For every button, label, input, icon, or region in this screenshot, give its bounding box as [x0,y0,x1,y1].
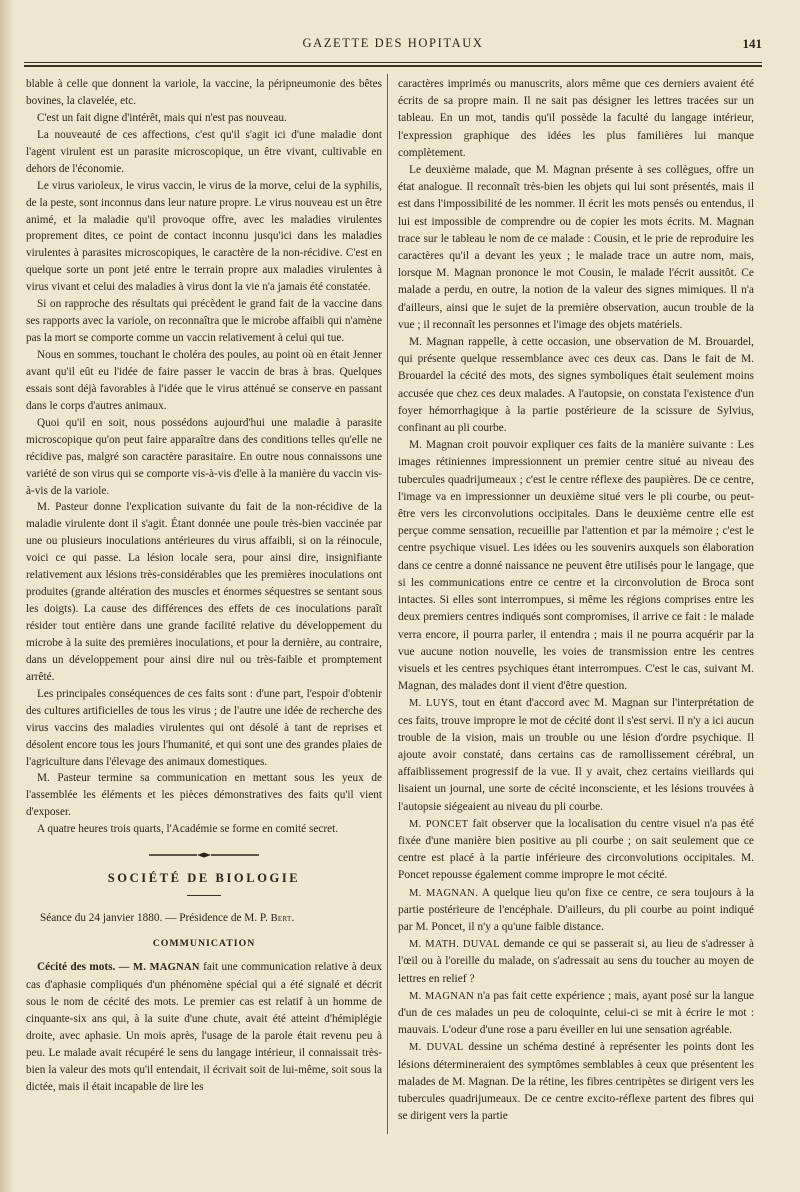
paragraph-text: Le deuxième malade, que M. Magnan présente à ses collègues, offre un état analogue. Il reconnaît très-bien les objets qui lui sont présentés, mais il est dans l'impossibilité de les nommer. Il écrit les mots pensés ou entendus, il lui est impossible de comprendre ou de copier les mots écrits. M. Magnan trace sur le tableau le nom de ce malade : Cousin, et le prie de reproduire les caractères qu'il a devant les yeux ; le malade trace un autre nom, mais, lorsque M. Magnan prononce le mot Cousin, le malade l'écrit aussitôt. Ce malade a perdu, en outre, la notion de la valeur des signes mimiques. Il n'a d'ailleurs, ainsi que le sujet de la première observation, aucun trouble de la vue ; il reconnaît les personnes et l'image des objets matériels. [398,164,754,331]
paragraph-text: dessine un schéma destiné à représenter les points dont les lésions détermineraient des symptômes semblables à ceux que présentent les malades de M. Magnan. De la rétine, les fibres centripètes se dirigent vers les tubercules quadrijumeaux. De ce centre excito-réflexe partent des fibres qui se dirigent vers la partie [398,1041,754,1123]
header-rule-top [24,62,762,63]
communication-text: fait une communication relative à deux cas d'aphasie compliqués d'un phénomène spécial qui a été signalé et décrit sous le nom de cécité des mots. Le premier cas est relatif à un homme de cinquante-six ans qui, à la suite d'une chute, avait été atteint d'hémiplégie droite, avec aphasie. Un mois après, l'usage de la parole était revenu peu à peu. Le malade avait récupéré le sens du langage intérieur, il connaissait très-bien la valeur des mots qu'il entendait, il écrivait soit de lui-même, soit sous la dictée, mais il était incapable de lire les [26,961,382,1093]
paragraph: blable à celle que donnent la variole, la vaccine, la péripneumonie des bêtes bovines, la clavelée, etc. [26,78,382,107]
page-number: 141 [742,36,762,51]
paragraph [398,885,754,937]
paragraph [398,76,754,162]
paragraph [398,437,754,695]
paragraph [398,334,754,437]
left-column [26,76,382,1096]
column-divider [387,74,388,1134]
right-column [398,76,754,1125]
paragraph: A quatre heures trois quarts, l'Académie se forme en comité secret. [37,823,339,836]
journal-title: GAZETTE DES HOPITAUX [302,36,484,50]
paragraph: Le virus varioleux, le virus vaccin, le virus de la morve, celui de la syphilis, de la peste, sont inconnus dans leur nature propre. Le virus nouveau est un être animé, et la maladie qu'il provoque offre, avec les maladies virulentes proprement dites, ce point de contact inconnu jusqu'ici dans les maladies virulentes à parasites microscopiques, le caractère de la non-récidive. C'est en quelque sorte un pont jeté entre le terrain propre aux maladies virulentes à virus vivant et celui des maladies à virus dont la vie n'a jamais été constatée. [26,179,382,294]
paragraph-text: demande ce qui se passerait si, au lieu de s'adresser à l'œil ou à l'oreille du malade, on s'adressait au sens du toucher au moyen de lettres en relief ? [398,938,754,985]
paragraph-text: . A quelque lieu qu'on fixe ce centre, ce sera toujours à la partie postérieure de l'encéphale. D'ailleurs, du pli courbe au point indiqué par M. Poncet, il n'y a qu'une faible distance. [398,886,755,933]
paragraph: Les principales conséquences de ces faits sont : d'une part, l'espoir d'obtenir des cultures artificielles de tous les virus ; de l'autre une idée de recherche des virus vaccins des maladies virulentes qui ont désolé à tant de reprises et désolent encore tous les jours l'humanité, et qui sont une des grandes plaies de l'agriculture dans l'élevage des animaux domestiques. [26,687,382,768]
paragraph [398,936,754,988]
communication-heading: COMMUNICATION [152,938,256,950]
section-title: SOCIÉTÉ DE BIOLOGIE [107,871,301,886]
paragraph-text: caractères imprimés ou manuscrits, alors même que ces derniers avaient été écrits de sa propre main. Il ne sait pas désigner les lettres tracées sur un tableau. En un mot, tandis qu'il possède la faculté du langage intérieur, l'expression graphique des idées les plus familières lui manque complètement. [398,78,754,159]
communication-title: Cécité des mots. [37,961,116,973]
speaker-name: M. LUYS [409,698,455,710]
paragraph [398,1039,754,1125]
speaker-name: M. DUVAL [409,1042,464,1054]
communication-paragraph [26,959,382,1096]
paragraph: Si on rapproche des résultats qui précèdent le grand fait de la vaccine dans ses rapports avec la variole, on reconnaîtra que le microbe affaibli qui n'amène pas la mort se comporte comme un vaccin relativement à celui qui tue. [26,298,382,345]
paragraph: M. Pasteur donne l'explication suivante du fait de la non-récidive de la maladie virulente dont il s'agit. Étant donnée une poule très-bien vaccinée par une ou plusieurs inoculations antérieures du virus affaibli, si on la réinocule, voici ce qui passe. La lésion locale sera, pour ainsi dire, insignifiante relativement aux lésions très-considérables que les premières inoculations ont produites (grande altération des muscles et énormes séquestres se sentant sous les doigts). La cause des différences des effets de ces inoculations paraît résider tout entière dans une grande facilité relative du développement du microbe à la suite des premières inoculations, et pour la dernière, au contraire, dans un développement pour ainsi dire nul ou très-faible et promptement arrêté. [26,501,382,683]
seance-text: Séance du 24 janvier 1880. — Présidence de M. P. [40,912,271,925]
paragraph-text: , tout en étant d'accord avec M. Magnan sur l'interprétation de ces faits, trouve impropre le mot de cécité dont il s'est servi. Il n'y a ici aucun trouble de la vision, mais un trouble ou une lésion d'ordre psychique. Il ajoute avoir constaté, dans certains cas de ramollissement cérébral, un affaiblissement progressif de la vue. Il y avait, chez certains vieillards qui lisaient un journal, une sorte de cécité inconsciente, et les lésions trouvées à l'autopsie siégeaient au niveau du pli courbe. [398,697,755,813]
speaker-name: M. MAGNAN [409,887,476,899]
section-ornament [149,852,259,858]
paragraph: C'est un fait digne d'intérêt, mais qui n'est pas nouveau. [37,111,287,124]
paragraph-text: M. Magnan croit pouvoir expliquer ces faits de la manière suivante : Les images rétiniennes impressionnent un premier centre situé au niveau des tubercules quadrijumeaux ; c'est le centre réflexe des paupières. De ce centre, l'image va en impressionner un deuxième situé vers le pli courbe, ou peut-être vers les circonvolutions occipitales. Dans le deuxième centre elle est perçue comme sensation, recueillie par l'attention et par la mémoire ; c'est le centre psychique visuel. Les idées ou les souvenirs auxquels son élaboration dans ce centre a donné naissance ne peuvent être utilisés pour le langage, que si les communications entre ce centre et la circonvolution de Broca sont intactes. Si elles sont interrompues, si même les régions comprises entre les deux premiers centres indiqués sont compromises, il arrive ce fait : le malade verra encore, il pourra parler, il entendra ; mais il ne pourra acquérir par la vue aucune notion nouvelle, les voies de transmission entre les centres visuels et les centres psychiques étant interrompues. C'est le cas, suivant M. Magnan, des malades dont il vient d'être question. [398,439,754,693]
paragraph: Nous en sommes, touchant le choléra des poules, au point où en était Jenner avant qu'il eût eu l'idée de faire passer le vaccin de bras à bras. Quelques essais sont déjà favorables à l'idée que le virus atténué se conserve en passant dans le corps d'autres animaux. [26,349,382,412]
president-name: Bert. [270,913,295,925]
seance-line [26,910,382,928]
paragraph [398,695,754,815]
paragraph [398,162,754,334]
speaker-name: M. PONCET [409,818,469,830]
paragraph-text: fait observer que la localisation du centre visuel n'a pas été fixée d'une manière bien positive au pli courbe ; on sait seulement que ce centre est placé à la partie inférieure des circonvolutions occipitales. M. Poncet repousse également comme impropre le mot cécité. [398,817,754,882]
running-head [24,36,762,58]
paragraph-text: M. Magnan rappelle, à cette occasion, une observation de M. Brouardel, qui présente quelque ressemblance avec ces deux cas. Dans le fait de M. Brouardel la cécité des mots, des signes symboliques était seulement moins accusée que chez ces deux malades. A l'autopsie, on constata l'existence d'un foyer hémorrhagique à la partie postérieure de la scissure de Sylvius, confinant au pli courbe. [398,336,754,435]
paragraph [398,988,754,1040]
speaker-name: M. MATH. DUVAL [409,939,500,951]
speaker-name: M. MAGNAN [409,990,474,1002]
paragraph-text: n'a pas fait cette expérience ; mais, ayant posé sur la langue d'un de ces malades un peu de coloquinte, celui-ci se mit à écrire le mot : mauvais. L'odeur d'une rose a paru éveiller en lui une sensation agréable. [398,989,754,1037]
section-title-rule [187,895,221,896]
paragraph: M. Pasteur termine sa communication en mettant sous les yeux de l'assemblée les éléments et les pièces démonstratives des faits qu'il vient d'exposer. [26,772,382,819]
paragraph [398,816,754,885]
page-edge-shadow [0,0,14,1192]
paragraph: Quoi qu'il en soit, nous possédons aujourd'hui une maladie à parasite microscopique qu'on peut faire apparaître dans des conditions telles qu'elle ne récidive pas, malgré son caractère parasitaire. En outre nous connaissons une variété de son virus qui se comporte vis-à-vis d'elle à la manière du vaccin vis-à-vis de la variole. [26,416,382,497]
communication-author: — M. MAGNAN [118,962,200,973]
paragraph: La nouveauté de ces affections, c'est qu'il s'agit ici d'une maladie dont l'agent virulent est un parasite microscopique, un être vivant, cultivable en dehors de l'économie. [26,128,382,175]
header-rule-bottom [24,65,762,67]
